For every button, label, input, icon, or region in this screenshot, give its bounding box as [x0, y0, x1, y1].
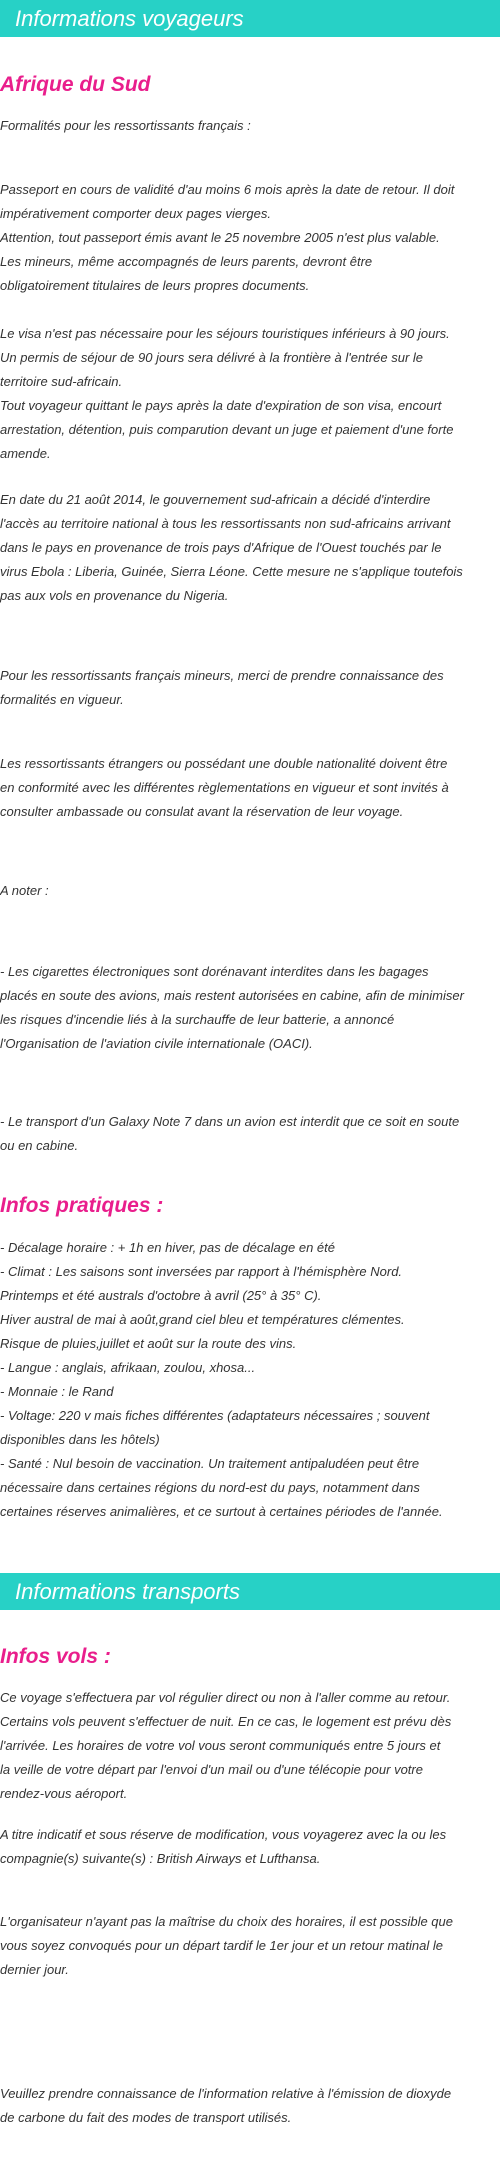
text-line: Risque de pluies,juillet et août sur la route des vins.	[0, 1336, 297, 1351]
text-line: Un permis de séjour de 90 jours sera délivré à la frontière à l'entrée sur le	[0, 350, 424, 365]
text-line: L'organisateur n'ayant pas la maîtrise du choix des horaires, il est possible que	[0, 1914, 453, 1929]
text-line: dans le pays en provenance de trois pays d'Afrique de l'Ouest touchés par le	[0, 540, 442, 555]
text-line: Printemps et été australs d'octobre à avril (25° à 35° C).	[0, 1288, 322, 1303]
text-line: compagnie(s) suivante(s) : British Airways et Lufthansa.	[0, 1851, 321, 1866]
text-line: - Climat : Les saisons sont inversées par rapport à l'hémisphère Nord.	[0, 1264, 403, 1279]
text-line: arrestation, détention, puis comparution devant un juge et paiement d'une forte	[0, 422, 454, 437]
text-line: virus Ebola : Liberia, Guinée, Sierra Léone. Cette mesure ne s'applique toutefois	[0, 564, 463, 579]
text-line: nécessaire dans certaines régions du nord-est du pays, notamment dans	[0, 1480, 420, 1495]
text-line: obligatoirement titulaires de leurs propres documents.	[0, 278, 310, 293]
text-line: la veille de votre départ par l'envoi d'un mail ou d'une télécopie pour votre	[0, 1762, 423, 1777]
section-header-voyageurs: Informations voyageurs	[0, 0, 500, 37]
text-line: de carbone du fait des modes de transport utilisés.	[0, 2110, 292, 2125]
country-title: Afrique du Sud	[0, 73, 151, 96]
text-line: impérativement comporter deux pages vierges.	[0, 206, 271, 221]
infos-vols-title: Infos vols :	[0, 1645, 111, 1668]
text-line: Hiver austral de mai à août,grand ciel bleu et températures clémentes.	[0, 1312, 405, 1327]
text-line: - Monnaie : le Rand	[0, 1384, 114, 1399]
text-line: - Décalage horaire : + 1h en hiver, pas de décalage en été	[0, 1240, 335, 1255]
text-line: Passeport en cours de validité d'au moins 6 mois après la date de retour. Il doit	[0, 182, 455, 197]
text-line: rendez-vous aéroport.	[0, 1786, 128, 1801]
section-header-transports: Informations transports	[0, 1573, 500, 1610]
infos-pratiques-title: Infos pratiques :	[0, 1194, 164, 1217]
text-line: ou en cabine.	[0, 1138, 79, 1153]
text-line: pas aux vols en provenance du Nigeria.	[0, 588, 229, 603]
text-line: Pour les ressortissants français mineurs, merci de prendre connaissance des	[0, 668, 444, 683]
text-line: - Voltage: 220 v mais fiches différentes (adaptateurs nécessaires ; souvent	[0, 1408, 430, 1423]
text-line: l'Organisation de l'aviation civile internationale (OACI).	[0, 1036, 313, 1051]
text-line: A titre indicatif et sous réserve de modification, vous voyagerez avec la ou les	[0, 1827, 447, 1842]
text-line: En date du 21 août 2014, le gouvernement sud-africain a décidé d'interdire	[0, 492, 431, 507]
text-line: amende.	[0, 446, 51, 461]
text-line: disponibles dans les hôtels)	[0, 1432, 160, 1447]
text-line: Certains vols peuvent s'effectuer de nuit. En ce cas, le logement est prévu dès	[0, 1714, 452, 1729]
text-line: formalités en vigueur.	[0, 692, 124, 707]
text-line: placés en soute des avions, mais restent autorisées en cabine, afin de minimiser	[0, 988, 464, 1003]
text-line: l'arrivée. Les horaires de votre vol vous seront communiqués entre 5 jours et	[0, 1738, 441, 1753]
text-line: Ce voyage s'effectuera par vol régulier direct ou non à l'aller comme au retour.	[0, 1690, 451, 1705]
text-line: - Le transport d'un Galaxy Note 7 dans un avion est interdit que ce soit en soute	[0, 1114, 460, 1129]
text-line: l'accès au territoire national à tous les ressortissants non sud-africains arrivant	[0, 516, 451, 531]
text-line: Tout voyageur quittant le pays après la date d'expiration de son visa, encourt	[0, 398, 442, 413]
text-line: Les mineurs, même accompagnés de leurs parents, devront être	[0, 254, 373, 269]
formalities-intro: Formalités pour les ressortissants français :	[0, 118, 251, 133]
text-line: territoire sud-africain.	[0, 374, 123, 389]
text-line: Les ressortissants étrangers ou possédant une double nationalité doivent être	[0, 756, 448, 771]
text-line: certaines réserves animalières, et ce surtout à certaines périodes de l'année.	[0, 1504, 443, 1519]
text-line: dernier jour.	[0, 1962, 69, 1977]
text-line: - Langue : anglais, afrikaan, zoulou, xhosa...	[0, 1360, 256, 1375]
text-line: les risques d'incendie liés à la surchauffe de leur batterie, a annoncé	[0, 1012, 395, 1027]
text-line: Veuillez prendre connaissance de l'information relative à l'émission de dioxyde	[0, 2086, 452, 2101]
text-line: Attention, tout passeport émis avant le 25 novembre 2005 n'est plus valable.	[0, 230, 440, 245]
text-line: - Santé : Nul besoin de vaccination. Un traitement antipaludéen peut être	[0, 1456, 420, 1471]
text-line: vous soyez convoqués pour un départ tardif le 1er jour et un retour matinal le	[0, 1938, 443, 1953]
text-line: consulter ambassade ou consulat avant la réservation de leur voyage.	[0, 804, 404, 819]
note-label: A noter :	[0, 883, 49, 898]
text-line: en conformité avec les différentes règlementations en vigueur et sont invités à	[0, 780, 449, 795]
text-line: Le visa n'est pas nécessaire pour les séjours touristiques inférieurs à 90 jours.	[0, 326, 450, 341]
text-line: - Les cigarettes électroniques sont dorénavant interdites dans les bagages	[0, 964, 429, 979]
